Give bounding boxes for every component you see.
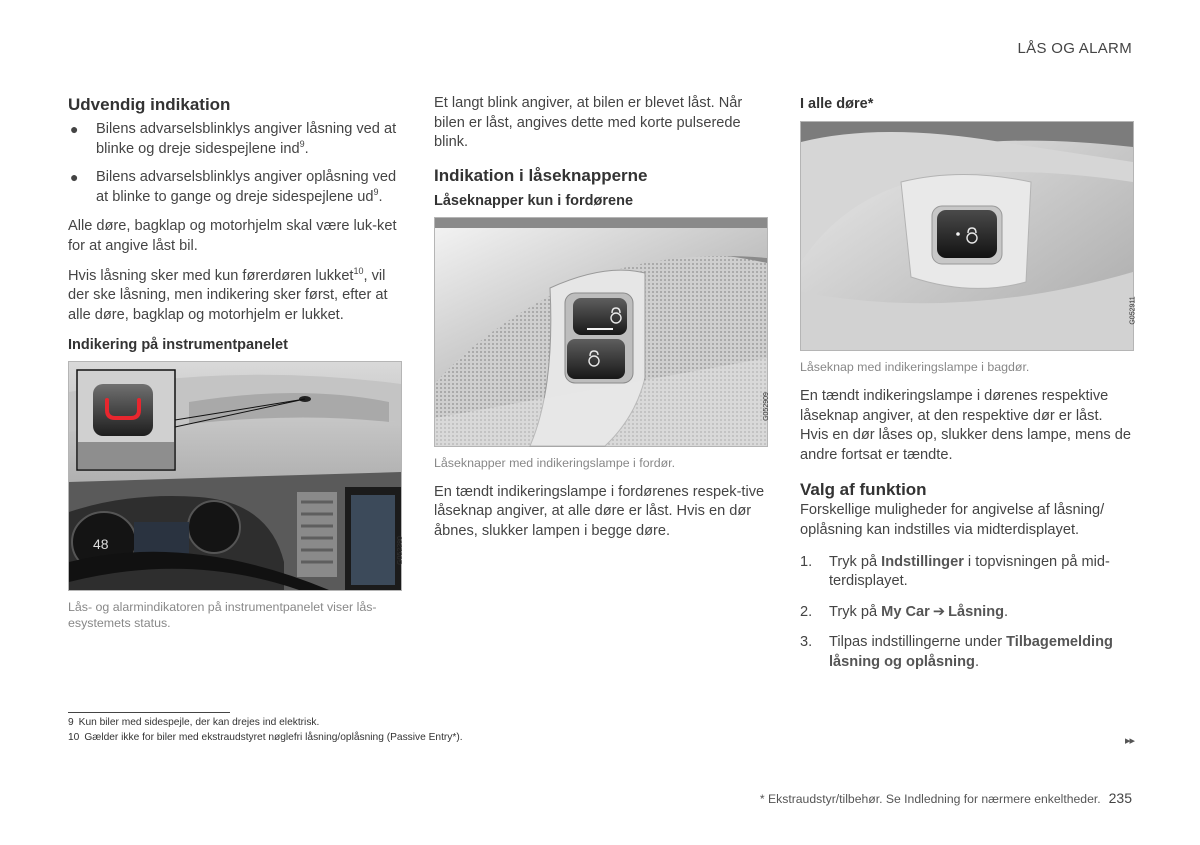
paragraph: Hvis låsning sker med kun førerdøren lukket$^{10}$, vil der ske låsning, men indikering sker først, efter at alle døre, bagklap og motorhjelm er lukket. [68, 265, 388, 323]
paragraph: Forskellige muligheder for angivelse af låsning/ oplåsning kan indstilles via midterdisplayet. [800, 502, 1105, 538]
menu-reference: Tilbagemelding låsning og oplåsning [829, 634, 1113, 670]
subheading-all-doors: I alle døre* [800, 96, 874, 112]
figure-caption: Låseknapper med indikeringslampe i fordør. [434, 455, 676, 470]
figure-caption: Låseknap med indikeringslampe i bagdør. [800, 360, 1030, 374]
footer-note: * Ekstraudstyr/tilbehør. Se Indledning for nærmere enkeltheder. [759, 792, 1101, 806]
column-left [68, 94, 405, 643]
menu-reference: My Car [881, 603, 930, 620]
page-footer [760, 790, 1132, 806]
bullet-dot-icon: ● [70, 169, 79, 186]
section-title: LÅS OG ALARM [1017, 40, 1132, 57]
next-page-arrow-icon: ▸▸ [1124, 735, 1134, 747]
subheading-front-doors: Låseknapper kun i fordørene [434, 192, 634, 209]
bullet-list [68, 120, 402, 207]
step-item: 2. Tryk på My Car ➔ Låsning. [800, 603, 1009, 620]
footnote: 10 Gælder ikke for biler med ekstraudstyret nøglefri låsning/oplåsning (Passive Entry*). [68, 732, 463, 743]
figure-caption: Lås- og alarmindikatoren på instrumentpanelet viser lås-esystemets status. [68, 600, 377, 631]
step-item: 1. Tryk på Indstillinger i topvisningen på mid-terdisplayet. [800, 553, 1110, 590]
menu-reference: Låsning [948, 603, 1005, 620]
column-middle [434, 94, 771, 552]
column-right [800, 94, 1137, 684]
figure-code: G052909 [763, 391, 771, 421]
paragraph: En tændt indikeringslampe i fordørenes respek-tive låseknap angiver, at alle døre er låst. Hvis en dør åbnes, slukker lampen i begge døre. [434, 483, 765, 539]
cluster-speed-text: 48 [93, 536, 109, 553]
heading-lock-buttons: Indikation i låseknapperne [434, 165, 648, 185]
footnote-divider [68, 712, 230, 713]
steps-list [800, 553, 1134, 673]
footnote: 9 Kun biler med sidespejle, der kan drejes ind elektrisk. [68, 717, 320, 728]
paragraph: Alle døre, bagklap og motorhjelm skal være luk-ket for at angive låst bil. [68, 218, 397, 254]
step-item: 3. Tilpas indstillingerne under Tilbagemelding låsning og oplåsning. [800, 634, 1113, 670]
page-number: 235 [1108, 790, 1132, 806]
bullet-item: ● Bilens advarselsblinklys angiver låsning ved at blinke og dreje sidespejlene ind$^9$. [70, 121, 397, 157]
heading-external-indication: Udvendig indikation [68, 95, 231, 114]
rear-door-lock-button-image [800, 121, 1137, 351]
indicator-lamp-icon [956, 232, 960, 236]
arrow-right-icon: ➔ [932, 603, 946, 620]
menu-reference: Indstillinger [881, 553, 964, 570]
heading-function-selection: Valg af funktion [800, 480, 927, 500]
paragraph: Et langt blink angiver, at bilen er blevet låst. Når bilen er låst, angives dette med korte pulserede blink. [434, 95, 743, 151]
figure-code: G052280 [397, 536, 405, 566]
figure-code: G052911 [1129, 296, 1137, 325]
instrument-panel-image [68, 361, 405, 591]
front-door-lock-buttons-image [434, 217, 771, 447]
paragraph: En tændt indikeringslampe i dørenes respektive låseknap angiver, at den respektive dør er låst. Hvis en dør låses op, slukker dens lampe, mens de andre fortsat er tændte. [800, 388, 1131, 463]
bullet-dot-icon: ● [70, 121, 79, 137]
bullet-item: ● Bilens advarselsblinklys angiver oplåsning ved at blinke to gange og dreje sidespejlene $ud^9$. [70, 169, 397, 205]
subheading-instrument-panel: Indikering på instrumentpanelet [68, 337, 288, 354]
